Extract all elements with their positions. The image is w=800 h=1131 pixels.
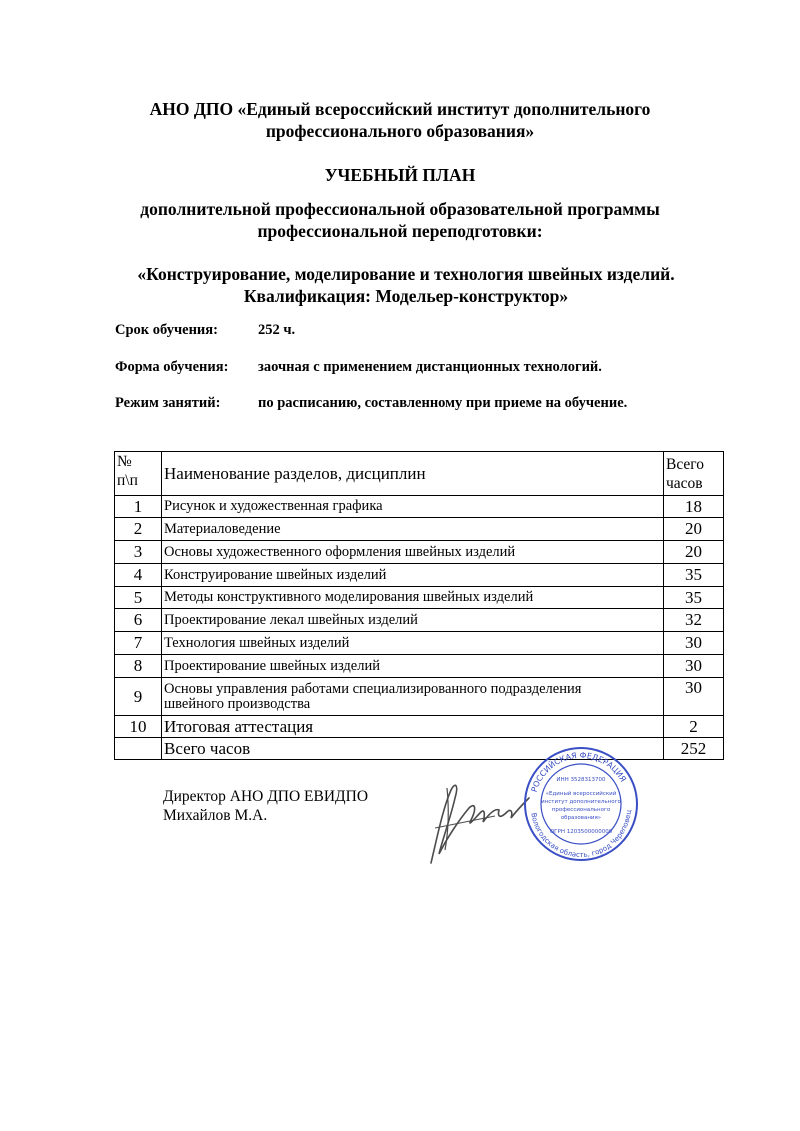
row-number: 3: [115, 541, 162, 564]
total-number: [115, 738, 162, 760]
row-hours: 35: [664, 587, 724, 609]
course-title: [6, 263, 800, 307]
form-value: заочная с применением дистанционных технологий.: [258, 359, 602, 375]
table-header-row: [115, 452, 724, 496]
schedule-label: Режим занятий:: [115, 395, 221, 411]
stamp-inner-line2: институт дополнительного: [541, 799, 621, 805]
row-name: Итоговая аттестация: [162, 716, 664, 738]
row-hours: 2: [664, 716, 724, 738]
stamp-ogrn: ОГРН 1203500000000: [549, 829, 613, 835]
row-hours: 32: [664, 609, 724, 632]
row-number: 8: [115, 655, 162, 678]
row-hours: 30: [664, 678, 724, 716]
schedule-value: по расписанию, составленному при приеме на обучение.: [258, 395, 628, 411]
duration-label: Срок обучения:: [115, 322, 218, 338]
course-line2: Квалификация: Модельер-конструктор»: [243, 286, 569, 306]
table-row: [115, 716, 724, 738]
director-name: Михайлов М.А.: [163, 807, 268, 824]
program-line1: дополнительной профессиональной образовательной программы: [140, 199, 660, 219]
row-hours: 30: [664, 655, 724, 678]
row-hours: 35: [664, 564, 724, 587]
row-number: 4: [115, 564, 162, 587]
org-title-line2: профессионального образования»: [265, 121, 535, 141]
meta-form: [115, 359, 602, 376]
header-number-line1: №: [117, 453, 132, 470]
stamp-inner-line1: «Единый всероссийский: [545, 791, 617, 797]
row-name-line2: швейного производства: [164, 695, 311, 712]
row-number: 10: [115, 716, 162, 738]
plan-title: УЧЕБНЫЙ ПЛАН: [324, 165, 476, 185]
form-label: Форма обучения:: [115, 359, 229, 375]
row-number: 2: [115, 518, 162, 541]
header-hours-line2: часов: [666, 474, 703, 492]
curriculum-table: [114, 451, 724, 760]
row-name: Проектирование лекал швейных изделий: [162, 609, 664, 632]
course-line1: «Конструирование, моделирование и технология швейных изделий.: [137, 264, 675, 284]
stamp-outer-top: РОССИЙСКАЯ ФЕДЕРАЦИЯ: [529, 750, 628, 794]
header-hours: [664, 452, 724, 496]
meta-schedule: [115, 395, 628, 412]
director-title: Директор АНО ДПО ЕВИДПО: [163, 788, 369, 805]
row-name: [162, 678, 664, 716]
stamp-outer-bottom: Вологодская область, город Череповец: [529, 809, 633, 860]
row-number: 9: [115, 678, 162, 716]
row-hours: 30: [664, 632, 724, 655]
stamp-inner-line4: образования»: [560, 815, 602, 821]
duration-value: 252 ч.: [258, 322, 296, 338]
table-row: [115, 518, 724, 541]
table-row: [115, 632, 724, 655]
row-name: Методы конструктивного моделирования швейных изделий: [162, 587, 664, 609]
header-number: [115, 452, 162, 496]
table-row: [115, 541, 724, 564]
row-name: Рисунок и художественная графика: [162, 496, 664, 518]
table-row: [115, 655, 724, 678]
row-number: 1: [115, 496, 162, 518]
signature: [425, 768, 535, 868]
org-title-line1: АНО ДПО «Единый всероссийский институт дополнительного: [149, 99, 651, 119]
row-name: Материаловедение: [162, 518, 664, 541]
table-row: [115, 678, 724, 716]
row-hours: 18: [664, 496, 724, 518]
table-row: [115, 564, 724, 587]
row-name: Технология швейных изделий: [162, 632, 664, 655]
table-row: [115, 496, 724, 518]
header-number-line2: п\п: [117, 472, 138, 489]
row-name: Конструирование швейных изделий: [162, 564, 664, 587]
table-row: [115, 609, 724, 632]
row-number: 5: [115, 587, 162, 609]
stamp-inn: ИНН 3528313700: [556, 777, 606, 783]
header-name: Наименование разделов, дисциплин: [162, 452, 664, 496]
org-title: [0, 98, 800, 142]
row-name: Проектирование швейных изделий: [162, 655, 664, 678]
total-label: Всего часов: [162, 738, 664, 760]
stamp-inner-line3: профессионального: [551, 807, 611, 813]
row-number: 7: [115, 632, 162, 655]
official-stamp: [522, 745, 640, 863]
program-line2: профессиональной переподготовки:: [257, 221, 543, 241]
director-block: [163, 787, 368, 825]
meta-duration: [115, 322, 296, 339]
row-number: 6: [115, 609, 162, 632]
row-hours: 20: [664, 541, 724, 564]
total-hours: 252: [664, 738, 724, 760]
row-name: Основы художественного оформления швейных изделий: [162, 541, 664, 564]
row-hours: 20: [664, 518, 724, 541]
program-description: [0, 198, 800, 242]
table-row: [115, 587, 724, 609]
header-hours-line1: Всего: [666, 455, 705, 473]
row-name-line1: Основы управления работами специализированного подразделения: [164, 680, 582, 697]
